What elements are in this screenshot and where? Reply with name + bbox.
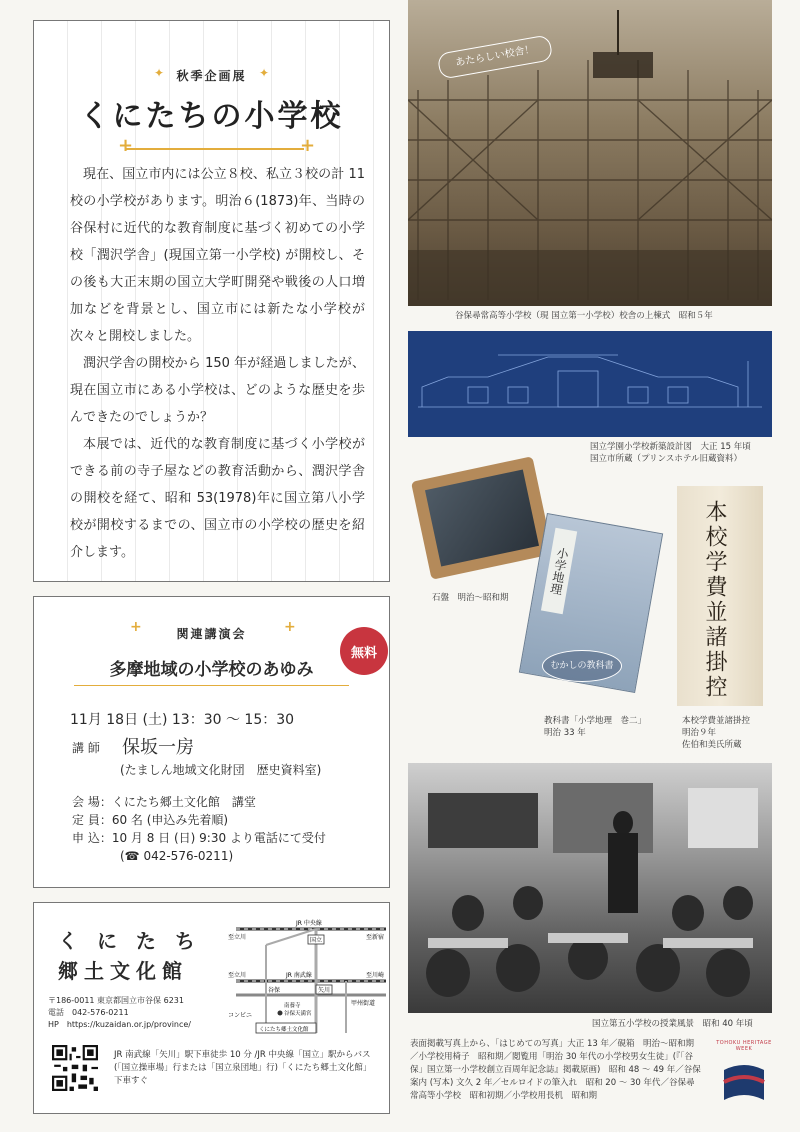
scroll-text: 本校学費並諸掛控 (702, 500, 727, 700)
map-convenience: コンビニ (228, 1012, 253, 1019)
ceremony-caption: 谷保尋常高等小学校（現 国立第一小学校）校舎の上棟式 昭和５年 (455, 311, 713, 321)
lecture-speaker-label: 講 師 (72, 741, 100, 755)
plus-ornament-icon: + (130, 619, 142, 635)
sparkle-icon: ✦ (154, 66, 165, 80)
lecture-tag: 関連講演会 (176, 627, 247, 641)
lecture-speaker-name: 保坂一房 (122, 737, 194, 758)
cover-credits: 表面掲載写真上から、「はじめての写真」大正 13 年／硯箱 明治〜昭和期／小学校用椅子 昭和期／閲覧用「明治 30 年代の小学校男女生徒」(『「谷保」国立第一小学校創立百周年記念誌』掲載原画) 昭和 48 〜 49 年／谷保案内 (写本) 文久 2 年／セルロイドの筆入れ 昭和 20 〜 30 年代／谷保尋常高等小学校 昭和初期／小学校用長机 昭和期 (410, 1039, 701, 1101)
map-yagawa: 矢川 (318, 987, 331, 994)
map-chuo-line: JR 中央線 (296, 920, 322, 927)
scroll-caption-2: 明治９年 (682, 728, 717, 738)
plus-ornament-icon: + (284, 619, 296, 635)
plus-ornament-icon: + (300, 135, 316, 156)
blueprint-caption-1: 国立学園小学校新築設計図 大正 15 年頃 (590, 442, 751, 452)
museum-hp: HP https://kuzaidan.or.jp/province/ (48, 1020, 192, 1029)
heritage-logo (716, 1040, 772, 1112)
exhibition-subtitle: 秋季企画展 (176, 69, 247, 83)
lecture-phone: (☎ 042-576-0211) (120, 849, 234, 863)
exhibition-panel (33, 20, 390, 582)
scroll-caption-1: 本校学費並諸掛控 (682, 716, 751, 726)
museum-panel (33, 902, 390, 1114)
museum-postal: 〒186-0011 東京都国立市谷保 6231 (48, 996, 184, 1005)
qr-code[interactable] (52, 1045, 98, 1091)
map-yaho: 谷保 (268, 987, 281, 994)
slate-caption: 石盤 明治〜昭和期 (432, 593, 509, 603)
heritage-logo-text: TOHOKU HERITAGE WEEK (716, 1040, 772, 1052)
textbook-label: 小学地理 (541, 528, 577, 615)
lecture-capacity: 定 員：60 名 (申込み先着順) (72, 813, 229, 827)
map-tachikawa2: 至立川 (228, 972, 247, 979)
map-shinjuku: 至新宿 (366, 934, 385, 941)
map-kunitachi: 国立 (310, 937, 323, 944)
museum-name-line2: 郷土文化館 (58, 959, 188, 983)
exhibition-title: くにたちの小学校 (79, 99, 344, 134)
scaffolding-illustration (408, 0, 772, 306)
paragraph: 本展では、近代的な教育制度に基づく小学校ができる前の寺子屋などの教育活動から、潤沢学舎の開校を経て、昭和 53(1978)年に国立第八小学校が開校するまでの、国立市の小学校の歴史を紹介します。 (70, 437, 365, 560)
textbook-bubble: むかしの教科書 (542, 650, 622, 682)
blueprint-image (408, 331, 772, 437)
plus-ornament-icon: + (118, 135, 134, 156)
scroll-image (677, 486, 763, 706)
map-yaho-temple: 谷保天満宮 (284, 1011, 312, 1017)
classroom-photo (408, 763, 772, 1013)
map-tachikawa: 至立川 (228, 934, 247, 941)
textbook-caption-1: 教科書「小学地理 巻二」 (544, 716, 647, 726)
access-map (226, 915, 396, 1035)
slate-image (411, 456, 553, 580)
lecture-title: 多摩地域の小学校のあゆみ (109, 660, 314, 680)
textbook-caption-2: 明治 33 年 (544, 728, 586, 738)
map-museum-box: くにたち郷土文化館 (259, 1027, 309, 1033)
free-badge: 無料 (340, 627, 388, 675)
logo-mark-icon (716, 1052, 772, 1112)
lecture-apply: 申 込：10 月 8 日 (日) 9:30 より電話にて受付 (72, 831, 326, 845)
ceremony-bubble: あたらしい校舎！ (437, 34, 554, 79)
map-kawasaki: 至川崎 (366, 972, 385, 979)
map-nambu-line: JR 南武線 (286, 972, 312, 979)
lecture-date: 11月 18日 (土) 13：30 ～ 15：30 (70, 712, 295, 728)
blueprint-caption-2: 国立市所蔵（プリンスホテル旧蔵資料） (590, 454, 742, 464)
map-koshu: 甲州街道 (351, 1000, 376, 1007)
museum-name-line1: く に た ち (58, 929, 201, 953)
ceremony-photo (408, 0, 772, 306)
paragraph: 潤沢学舎の開校から 150 年が経過しましたが、現在国立市にある小学校は、どのような歴史を歩んできたのでしょうか？ (70, 356, 365, 425)
lecture-panel (33, 596, 390, 888)
museum-access: JR 南武線「矢川」駅下車徒歩 10 分 /JR 中央線「国立」駅からバス (「国立操車場」行または「国立泉団地」行)「くにたち郷土文化館」下車すぐ (114, 1050, 372, 1086)
paragraph: 現在、国立市内には公立８校、私立３校の計 11 校の小学校があります。明治６(1873)年、当時の谷保村に近代的な教育制度に基づく初めての小学校「潤沢学舎」(現国立第一小学校) が開校し、その後も大正末期の国立大学町開発や戦後の人口増加などを背景とし、国立市には新たな小学校が次々と開校しました。 (70, 167, 365, 344)
lecture-title-underline (74, 685, 349, 686)
map-nambu-bunko: 南養寺 (284, 1003, 301, 1009)
title-underline (126, 148, 304, 150)
museum-tel: 電話 042-576-0211 (48, 1008, 129, 1017)
lecture-venue: 会 場：くにたち郷土文化館 講堂 (72, 795, 256, 809)
lecture-speaker-affiliation: (たましん地域文化財団 歴史資料室) (120, 763, 322, 777)
scroll-caption-3: 佐伯和美氏所蔵 (682, 740, 742, 750)
classroom-caption: 国立第五小学校の授業風景 昭和 40 年頃 (592, 1019, 753, 1029)
sparkle-icon: ✦ (259, 66, 270, 80)
exhibition-description (70, 161, 365, 566)
